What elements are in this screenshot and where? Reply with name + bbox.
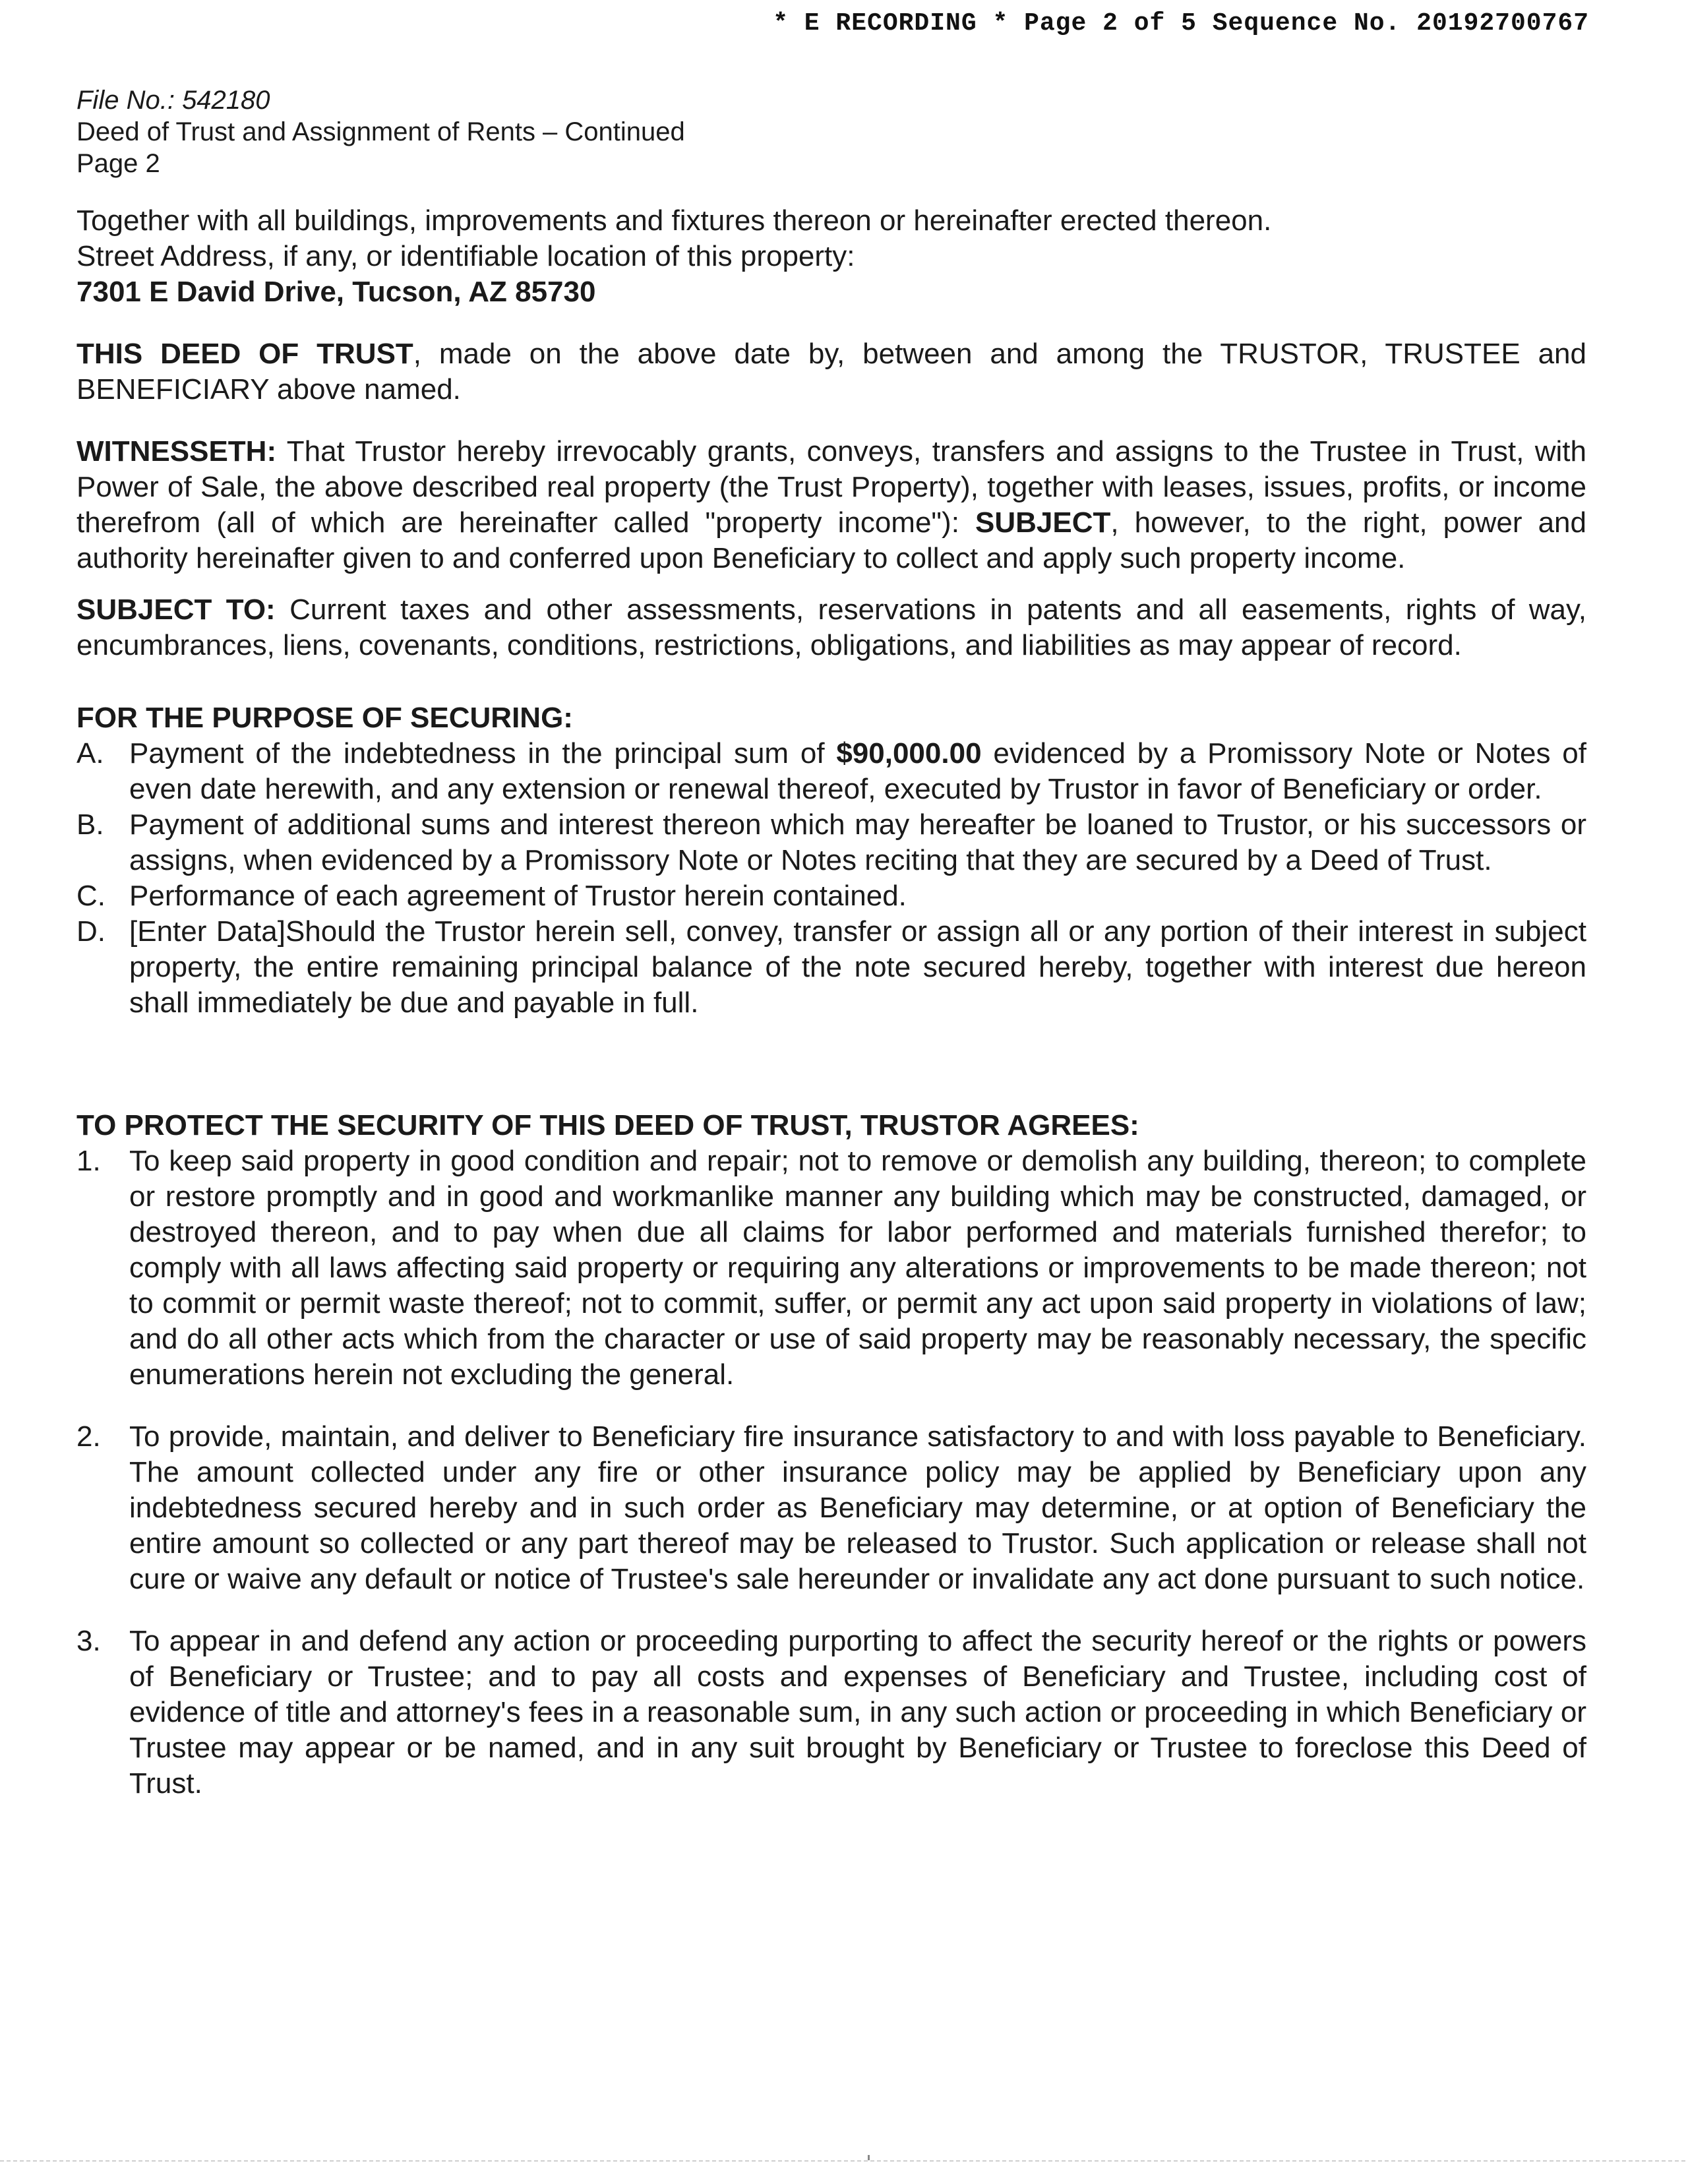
scan-edge-mark [868, 2155, 870, 2160]
subject-to-paragraph [76, 592, 1586, 663]
securing-list [76, 736, 1586, 1021]
list-marker: 3. [76, 1625, 101, 1657]
file-no-label: File No.: [76, 86, 175, 115]
list-item [76, 1419, 1586, 1597]
page-label: Page 2 [76, 149, 160, 178]
file-no-value: 542180 [182, 86, 270, 115]
file-info-block [76, 84, 685, 179]
intro-line-1: Together with all buildings, improvements and fixtures thereon or hereinafter erected thereon. [76, 204, 1272, 237]
protect-heading: TO PROTECT THE SECURITY OF THIS DEED OF TRUST, TRUSTOR AGREES: [76, 1109, 1139, 1141]
property-address: 7301 E David Drive, Tucson, AZ 85730 [76, 276, 596, 308]
list-item-text-after: evidenced by a Promissory Note or Notes of even date herewith, and any extension or renewal thereof, executed by Trustor in favor of Beneficiary or order. [129, 737, 1586, 805]
list-item-text: Payment of additional sums and interest thereon which may hereafter be loaned to Trustor, or his successors or assigns, when evidenced by a Promissory Note or Notes reciting that they are secured by a Deed of Trust. [129, 808, 1586, 876]
subject-to-text: Current taxes and other assessments, reservations in patents and all easements, rights of way, encumbrances, liens, covenants, conditions, restrictions, obligations, and liabilities as may appear of record. [76, 593, 1586, 661]
document-title: Deed of Trust and Assignment of Rents – Continued [76, 117, 685, 146]
witnesseth-text-2: , however, to the right, power and authority hereinafter given to and conferred upon Beneficiary to collect and apply such property income. [76, 506, 1586, 574]
deed-of-trust-paragraph [76, 336, 1586, 408]
file-number-line [76, 84, 685, 116]
principal-amount: $90,000.00 [836, 737, 982, 770]
recording-stamp: * E RECORDING * Page 2 of 5 Sequence No. 20192700767 [773, 9, 1589, 38]
scan-bottom-edge [0, 2160, 1688, 2162]
list-marker: C. [76, 880, 106, 912]
list-item [76, 1623, 1586, 1802]
subject-to-lead: SUBJECT TO: [76, 593, 276, 626]
list-item-text: To provide, maintain, and deliver to Beneficiary fire insurance satisfactory to and with loss payable to Beneficiary. The amount collected under any fire or other insurance policy may be applied by Beneficiary upon any indebtedness secured hereby and in such order as Beneficiary may determine, or at option of Beneficiary the entire amount so collected or any part thereof may be released to Trustor. Such application or release shall not cure or waive any default or notice of Trustee's sale hereunder or invalidate any act done pursuant to such notice. [129, 1420, 1586, 1595]
list-item [76, 1143, 1586, 1393]
list-item-text: To keep said property in good condition and repair; not to remove or demolish any building, thereon; to complete or restore promptly and in good and workmanlike manner any building which may be constructed, damaged, or destroyed thereon, and to pay when due all claims for labor performed and materials furnished therefor; to comply with all laws affecting said property or requiring any alterations or improvements to be made thereon; not to commit or permit waste thereof; not to commit, suffer, or permit any act upon said property in violations of law; and do all other acts which from the character or use of said property may be reasonably necessary, the specific enumerations herein not excluding the general. [129, 1145, 1586, 1391]
list-item-text: Performance of each agreement of Trustor herein contained. [129, 880, 907, 912]
intro-line-2: Street Address, if any, or identifiable location of this property: [76, 240, 855, 272]
list-item-text [129, 736, 1586, 807]
list-item [76, 914, 1586, 1021]
protect-list [76, 1143, 1586, 1802]
list-item-text: [Enter Data]Should the Trustor herein sell, convey, transfer or assign all or any portion of their interest in subject property, the entire remaining principal balance of the note secured hereby, together with interest due hereon shall immediately be due and payable in full. [129, 915, 1586, 1019]
witnesseth-text-1: That Trustor hereby irrevocably grants, conveys, transfers and assigns to the Trustee in Trust, with Power of Sale, the above described real property (the Trust Property), together with leases, issues, profits, or income therefrom (all of which are hereinafter called "property income"): [76, 435, 1586, 539]
subject-word: SUBJECT [975, 506, 1111, 539]
list-item-text-before: Payment of the indebtedness in the principal sum of [129, 737, 837, 770]
list-item [76, 878, 1586, 914]
list-marker: A. [76, 737, 104, 770]
list-marker: B. [76, 808, 104, 841]
list-marker: D. [76, 915, 106, 948]
witnesseth-lead: WITNESSETH: [76, 435, 277, 468]
list-marker: 2. [76, 1420, 101, 1453]
document-body [76, 203, 1586, 1802]
list-item [76, 736, 1586, 807]
list-item [76, 807, 1586, 878]
witnesseth-paragraph [76, 434, 1586, 576]
list-marker: 1. [76, 1145, 101, 1177]
deed-text: , made on the above date by, between and among the TRUSTOR, TRUSTEE and BENEFICIARY above named. [76, 338, 1586, 406]
list-item-text: To appear in and defend any action or proceeding purporting to affect the security hereof or the rights or powers of Beneficiary or Trustee; and to pay all costs and expenses of Beneficiary and Trustee, including cost of evidence of title and attorney's fees in a reasonable sum, in any such action or proceeding in which Beneficiary or Trustee may appear or be named, and in any suit brought by Beneficiary or Trustee to foreclose this Deed of Trust. [129, 1625, 1586, 1800]
deed-lead: THIS DEED OF TRUST [76, 338, 413, 370]
securing-heading: FOR THE PURPOSE OF SECURING: [76, 702, 573, 734]
